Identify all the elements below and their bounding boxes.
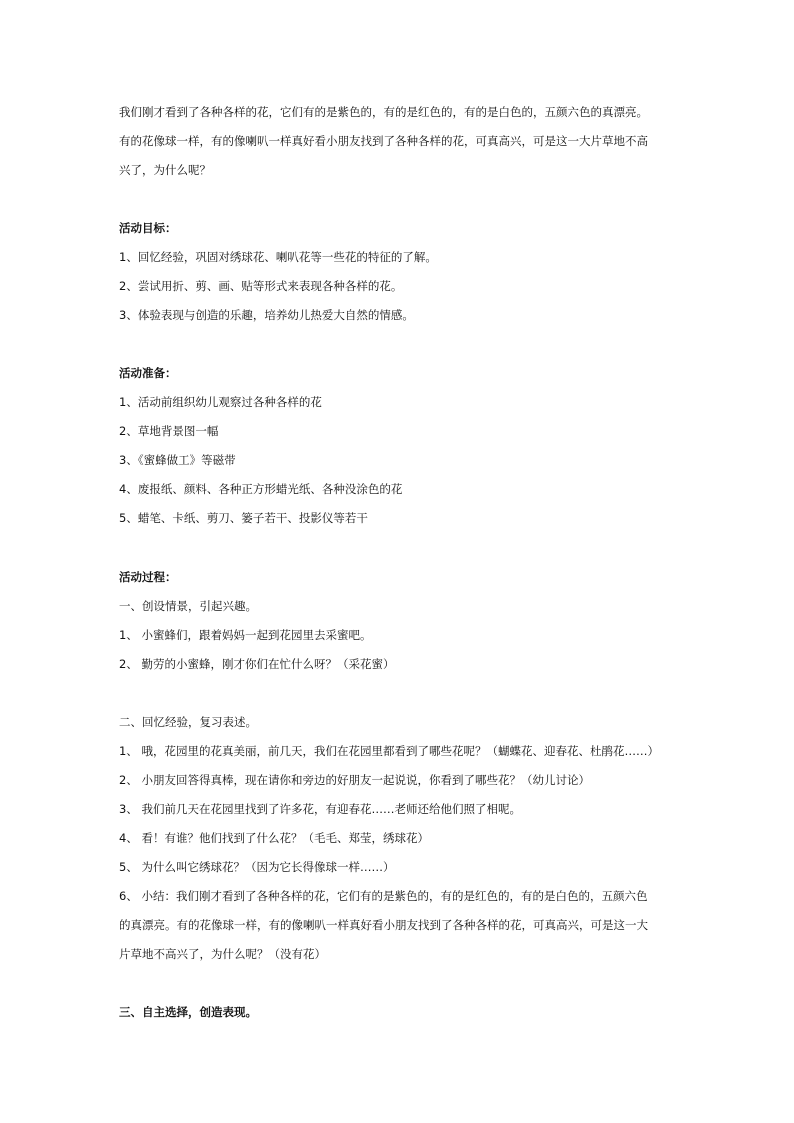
prep-item-3: 3、《蜜蜂做工》等磁带: [119, 453, 236, 467]
goals-heading: 活动目标：: [119, 221, 177, 235]
prep-heading: 活动准备：: [119, 366, 177, 380]
section1-item-2: 2、 勤劳的小蜜蜂，刚才你们在忙什么呀？（采花蜜）: [119, 657, 395, 671]
section1-title: 一、创设情景，引起兴趣。: [119, 599, 257, 613]
section2-item-6-end: 片草地不高兴了，为什么呢？（没有花）: [119, 947, 326, 961]
section2-item-6-cont: 的真漂亮。有的花像球一样，有的像喇叭一样真好看小朋友找到了各种各样的花，可真高兴，可是这一大: [119, 918, 648, 932]
intro-line-1: 我们刚才看到了各种各样的花，它们有的是紫色的，有的是红色的，有的是白色的，五颜六色的真漂亮。: [119, 105, 648, 119]
section2-item-2: 2、 小朋友回答得真棒，现在请你和旁边的好朋友一起说说，你看到了哪些花？（幼儿讨论）: [119, 773, 590, 787]
section2-item-6: 6、 小结：我们刚才看到了各种各样的花，它们有的是紫色的，有的是红色的，有的是白色的，五颜六色: [119, 889, 648, 903]
section2-item-1: 1、 哦，花园里的花真美丽，前几天，我们在花园里都看到了哪些花呢？（蝴蝶花、迎春花、杜鹃花……）: [119, 744, 659, 758]
section2-item-5: 5、 为什么叫它绣球花？（因为它长得像球一样……）: [119, 860, 395, 874]
intro-line-3: 兴了，为什么呢？: [119, 163, 211, 177]
intro-line-2: 有的花像球一样，有的像喇叭一样真好看小朋友找到了各种各样的花，可真高兴，可是这一大片草地不高: [119, 134, 648, 148]
section2-item-3: 3、 我们前几天在花园里找到了许多花，有迎春花……老师还给他们照了相呢。: [119, 802, 521, 816]
prep-item-1: 1、活动前组织幼儿观察过各种各样的花: [119, 395, 322, 409]
goal-item-2: 2、尝试用折、剪、画、贴等形式来表现各种各样的花。: [119, 279, 403, 293]
section2-item-4: 4、 看！有谁？他们找到了什么花？（毛毛、郑莹，绣球花）: [119, 831, 429, 845]
section3-title: 三、自主选择，创造表现。: [119, 1005, 257, 1019]
prep-item-2: 2、草地背景图一幅: [119, 424, 219, 438]
goal-item-3: 3、体验表现与创造的乐趣，培养幼儿热爱大自然的情感。: [119, 308, 414, 322]
section1-item-1: 1、 小蜜蜂们，跟着妈妈一起到花园里去采蜜吧。: [119, 628, 372, 642]
section2-title: 二、回忆经验，复习表述。: [119, 715, 257, 729]
process-heading: 活动过程：: [119, 570, 177, 584]
prep-item-5: 5、蜡笔、卡纸、剪刀、篓子若干、投影仪等若干: [119, 511, 368, 525]
prep-item-4: 4、废报纸、颜料、各种正方形蜡光纸、各种没涂色的花: [119, 482, 403, 496]
goal-item-1: 1、回忆经验，巩固对绣球花、喇叭花等一些花的特征的了解。: [119, 250, 437, 264]
